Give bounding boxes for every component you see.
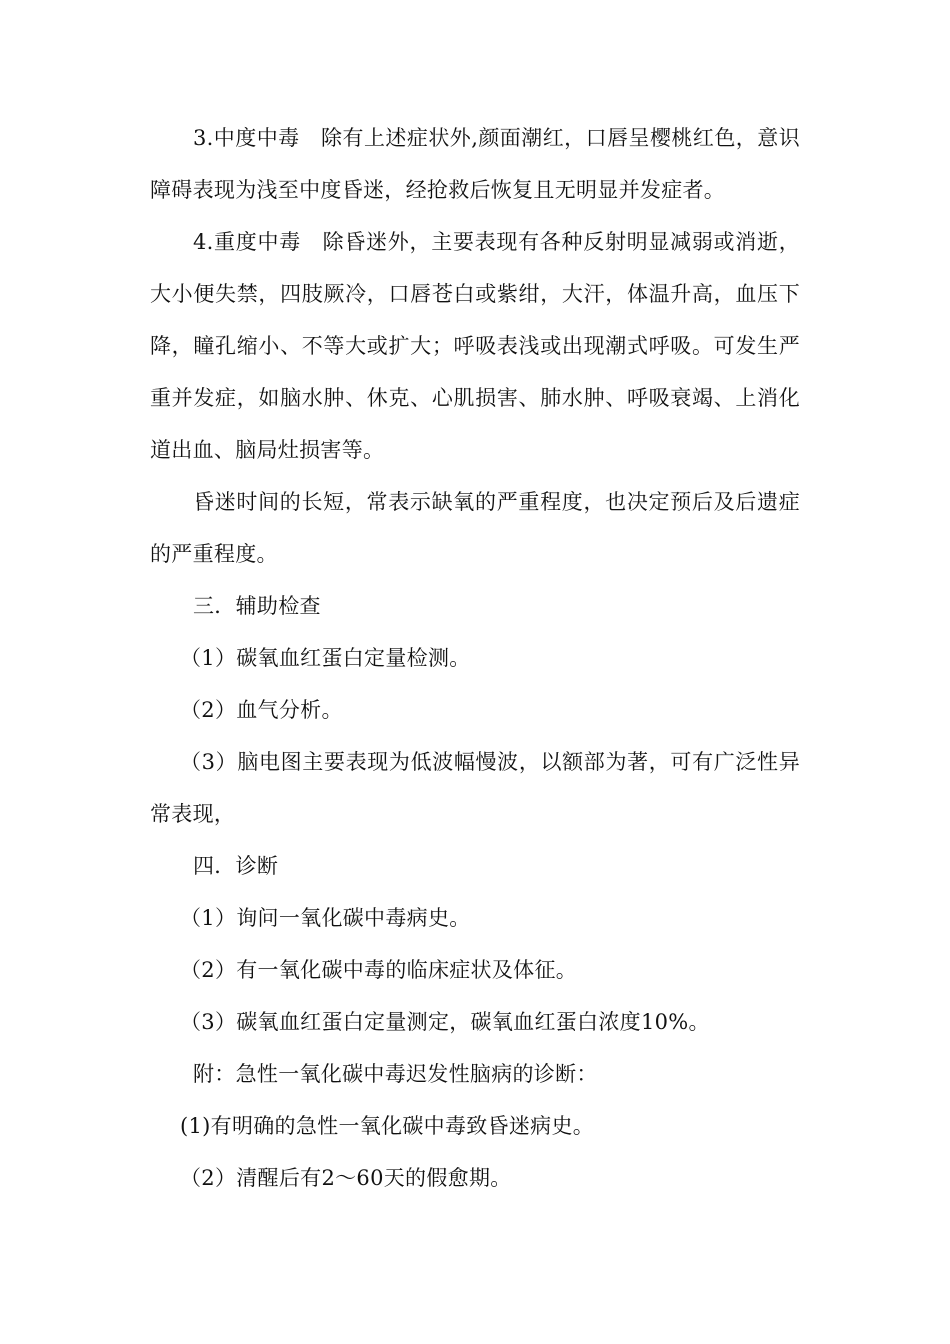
document-body <box>150 112 800 1204</box>
paragraph-coma-duration: 昏迷时间的长短，常表示缺氧的严重程度，也决定预后及后遗症的严重程度。 <box>150 490 800 566</box>
section-heading-diagnosis: 四．诊断 <box>193 854 279 878</box>
list-item-exam-3: （3）脑电图主要表现为低波幅慢波，以额部为著，可有广泛性异常表现， <box>150 750 800 826</box>
list-item-appendix-1: (1)有明确的急性一氧化碳中毒致昏迷病史。 <box>180 1114 595 1138</box>
list-item-diagnosis-2: （2）有一氧化碳中毒的临床症状及体征。 <box>180 958 578 982</box>
section-heading-auxiliary-exam: 三．辅助检查 <box>193 594 321 618</box>
list-item-exam-1: （1）碳氧血红蛋白定量检测。 <box>180 646 471 670</box>
paragraph-moderate-poisoning: 3.中度中毒 除有上述症状外,颜面潮红，口唇呈樱桃红色，意识障碍表现为浅至中度昏迷，经抢救后恢复且无明显并发症者。 <box>150 126 800 202</box>
list-item-appendix-2: （2）清醒后有2～60天的假愈期。 <box>180 1166 512 1190</box>
list-item-diagnosis-1: （1）询问一氧化碳中毒病史。 <box>180 906 471 930</box>
paragraph-severe-poisoning: 4.重度中毒 除昏迷外，主要表现有各种反射明显减弱或消逝，大小便失禁，四肢厥冷，口唇苍白或紫绀，大汗，体温升高，血压下降，瞳孔缩小、不等大或扩大；呼吸表浅或出现潮式呼吸。可发生严重并发症，如脑水肿、休克、心肌损害、肺水肿、呼吸衰竭、上消化道出血、脑局灶损害等。 <box>150 230 800 462</box>
list-item-exam-2: （2）血气分析。 <box>180 698 343 722</box>
list-item-diagnosis-3: （3）碳氧血红蛋白定量测定，碳氧血红蛋白浓度10%。 <box>180 1010 710 1034</box>
appendix-heading: 附：急性一氧化碳中毒迟发性脑病的诊断： <box>193 1062 598 1086</box>
